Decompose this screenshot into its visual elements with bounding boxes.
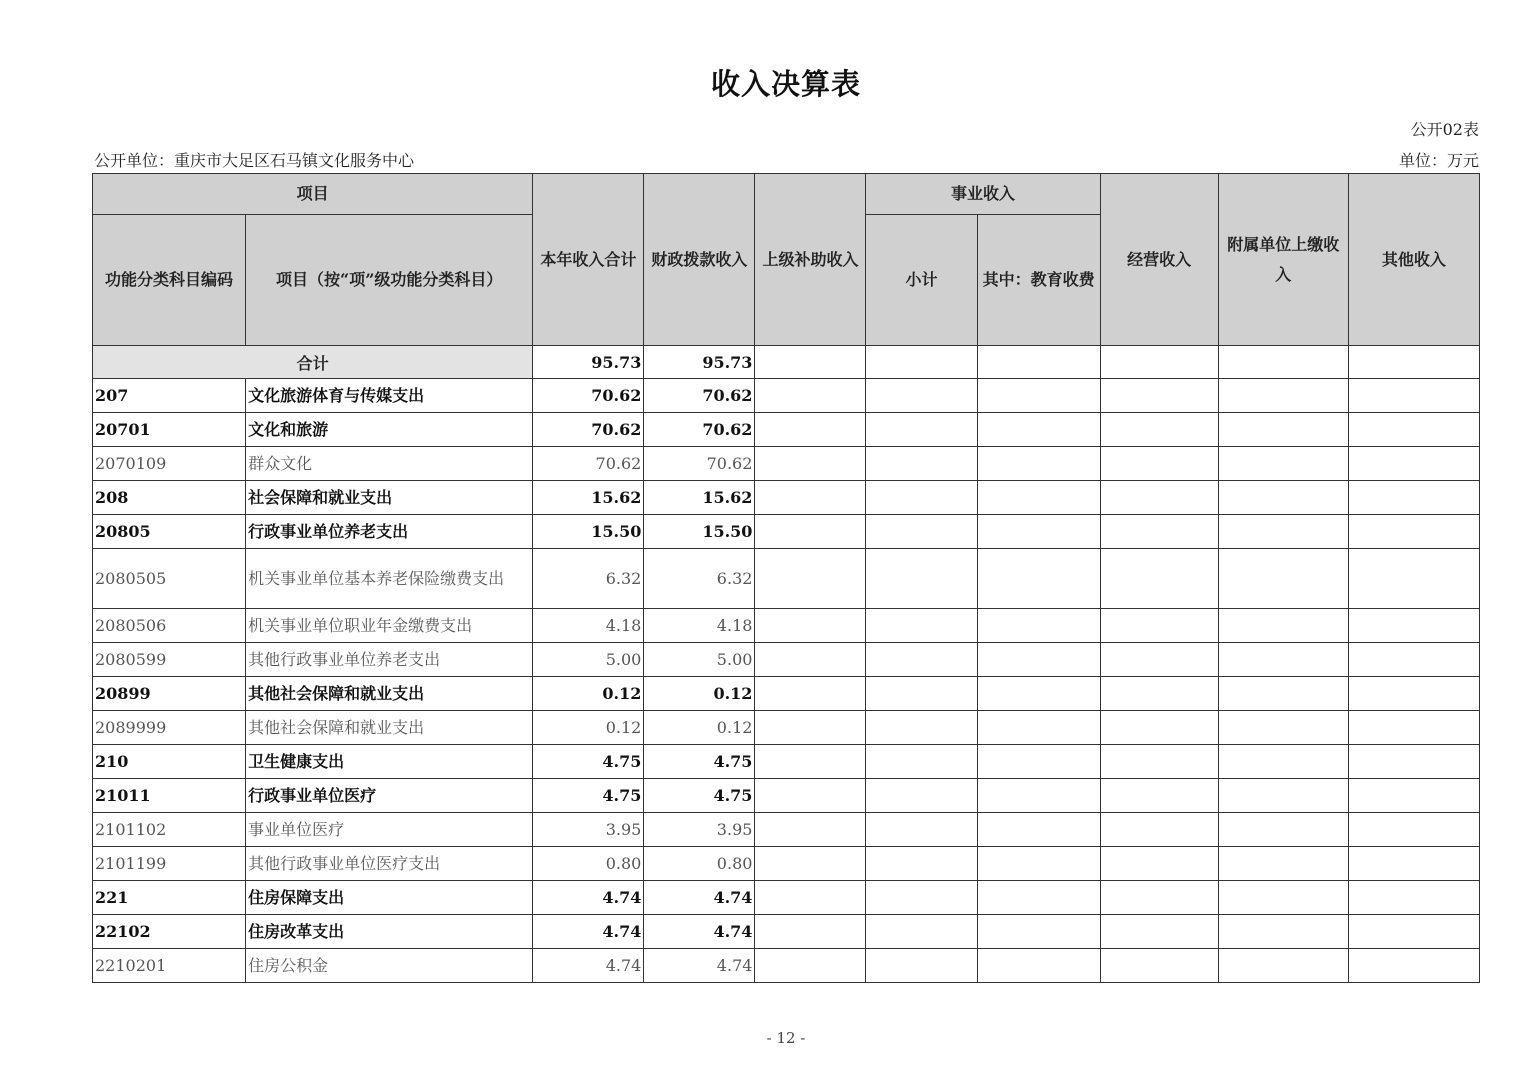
empty-cell <box>1100 609 1218 643</box>
empty-cell <box>755 413 866 447</box>
empty-cell <box>977 481 1100 515</box>
empty-cell <box>1348 677 1479 711</box>
empty-cell <box>1100 481 1218 515</box>
empty-cell <box>866 847 977 881</box>
row-total: 15.50 <box>533 515 644 549</box>
empty-cell <box>755 481 866 515</box>
row-code: 210 <box>93 745 246 779</box>
row-code: 2070109 <box>93 447 246 481</box>
empty-cell <box>1348 346 1479 379</box>
empty-cell <box>1218 711 1348 745</box>
empty-cell <box>866 813 977 847</box>
empty-cell <box>1218 813 1348 847</box>
empty-cell <box>866 447 977 481</box>
empty-cell <box>1348 549 1479 609</box>
empty-cell <box>1348 915 1479 949</box>
row-code: 21011 <box>93 779 246 813</box>
row-name: 机关事业单位基本养老保险缴费支出 <box>246 549 533 609</box>
summary-fiscal: 95.73 <box>644 346 755 379</box>
empty-cell <box>1348 481 1479 515</box>
row-fiscal: 0.12 <box>644 677 755 711</box>
table-row <box>93 447 1480 481</box>
row-fiscal: 6.32 <box>644 549 755 609</box>
row-name: 住房改革支出 <box>246 915 533 949</box>
row-code: 2101102 <box>93 813 246 847</box>
empty-cell <box>755 677 866 711</box>
empty-cell <box>1218 481 1348 515</box>
empty-cell <box>1218 413 1348 447</box>
empty-cell <box>1348 609 1479 643</box>
header-superior: 上级补助收入 <box>755 174 866 346</box>
table-row <box>93 481 1480 515</box>
row-total: 70.62 <box>533 447 644 481</box>
summary-total: 95.73 <box>533 346 644 379</box>
empty-cell <box>755 609 866 643</box>
empty-cell <box>1218 915 1348 949</box>
row-name: 文化和旅游 <box>246 413 533 447</box>
row-total: 4.18 <box>533 609 644 643</box>
row-total: 3.95 <box>533 813 644 847</box>
row-total: 4.75 <box>533 779 644 813</box>
table-row <box>93 949 1480 983</box>
empty-cell <box>755 881 866 915</box>
row-fiscal: 4.74 <box>644 881 755 915</box>
empty-cell <box>1218 779 1348 813</box>
table-row <box>93 779 1480 813</box>
table-row <box>93 711 1480 745</box>
empty-cell <box>1100 515 1218 549</box>
row-code: 20805 <box>93 515 246 549</box>
row-total: 4.74 <box>533 949 644 983</box>
header-name: 项目（按“项”级功能分类科目） <box>246 215 533 346</box>
row-total: 70.62 <box>533 413 644 447</box>
empty-cell <box>866 677 977 711</box>
empty-cell <box>755 745 866 779</box>
reporting-unit: 公开单位：重庆市大足区石马镇文化服务中心 <box>94 151 415 170</box>
empty-cell <box>1348 643 1479 677</box>
empty-cell <box>866 379 977 413</box>
empty-cell <box>866 711 977 745</box>
empty-cell <box>1348 447 1479 481</box>
row-fiscal: 15.62 <box>644 481 755 515</box>
table-row <box>93 515 1480 549</box>
table-number: 公开02表 <box>1410 120 1479 139</box>
empty-cell <box>977 711 1100 745</box>
empty-cell <box>1218 609 1348 643</box>
empty-cell <box>755 711 866 745</box>
header-edu: 其中：教育收费 <box>977 215 1100 346</box>
empty-cell <box>1348 379 1479 413</box>
empty-cell <box>1218 515 1348 549</box>
empty-cell <box>1100 379 1218 413</box>
empty-cell <box>866 346 977 379</box>
empty-cell <box>1100 677 1218 711</box>
empty-cell <box>1100 847 1218 881</box>
empty-cell <box>1100 745 1218 779</box>
empty-cell <box>866 779 977 813</box>
empty-cell <box>977 745 1100 779</box>
row-fiscal: 0.80 <box>644 847 755 881</box>
empty-cell <box>1348 745 1479 779</box>
row-fiscal: 4.18 <box>644 609 755 643</box>
row-code: 221 <box>93 881 246 915</box>
table-row <box>93 915 1480 949</box>
empty-cell <box>755 847 866 881</box>
table-row <box>93 413 1480 447</box>
row-total: 0.12 <box>533 677 644 711</box>
empty-cell <box>977 549 1100 609</box>
empty-cell <box>755 813 866 847</box>
table-row <box>93 813 1480 847</box>
row-total: 70.62 <box>533 379 644 413</box>
table-row <box>93 609 1480 643</box>
empty-cell <box>1348 413 1479 447</box>
empty-cell <box>1218 447 1348 481</box>
empty-cell <box>1218 881 1348 915</box>
header-subtotal: 小计 <box>866 215 977 346</box>
empty-cell <box>977 379 1100 413</box>
row-total: 0.12 <box>533 711 644 745</box>
row-code: 2080505 <box>93 549 246 609</box>
row-total: 4.74 <box>533 881 644 915</box>
empty-cell <box>866 413 977 447</box>
empty-cell <box>1348 881 1479 915</box>
header-total: 本年收入合计 <box>533 174 644 346</box>
empty-cell <box>977 447 1100 481</box>
row-code: 22102 <box>93 915 246 949</box>
empty-cell <box>977 643 1100 677</box>
empty-cell <box>1348 949 1479 983</box>
header-fiscal: 财政拨款收入 <box>644 174 755 346</box>
empty-cell <box>755 949 866 983</box>
row-name: 行政事业单位医疗 <box>246 779 533 813</box>
empty-cell <box>977 413 1100 447</box>
row-code: 2089999 <box>93 711 246 745</box>
header-code: 功能分类科目编码 <box>93 215 246 346</box>
empty-cell <box>866 549 977 609</box>
empty-cell <box>1348 813 1479 847</box>
row-name: 其他社会保障和就业支出 <box>246 711 533 745</box>
row-code: 2101199 <box>93 847 246 881</box>
row-name: 社会保障和就业支出 <box>246 481 533 515</box>
row-total: 4.74 <box>533 915 644 949</box>
header-project: 项目 <box>93 174 533 215</box>
row-total: 4.75 <box>533 745 644 779</box>
row-name: 行政事业单位养老支出 <box>246 515 533 549</box>
empty-cell <box>1100 346 1218 379</box>
empty-cell <box>866 915 977 949</box>
empty-cell <box>866 745 977 779</box>
empty-cell <box>755 515 866 549</box>
row-code: 208 <box>93 481 246 515</box>
table-row <box>93 847 1480 881</box>
empty-cell <box>1100 915 1218 949</box>
row-fiscal: 15.50 <box>644 515 755 549</box>
table-row <box>93 643 1480 677</box>
row-code: 2210201 <box>93 949 246 983</box>
row-fiscal: 4.74 <box>644 949 755 983</box>
table-row <box>93 549 1480 609</box>
empty-cell <box>977 779 1100 813</box>
row-total: 5.00 <box>533 643 644 677</box>
empty-cell <box>1348 779 1479 813</box>
row-fiscal: 4.74 <box>644 915 755 949</box>
currency-unit: 单位：万元 <box>1398 151 1479 170</box>
empty-cell <box>1100 549 1218 609</box>
empty-cell <box>1100 949 1218 983</box>
empty-cell <box>866 481 977 515</box>
row-name: 住房保障支出 <box>246 881 533 915</box>
empty-cell <box>977 915 1100 949</box>
empty-cell <box>866 515 977 549</box>
row-fiscal: 70.62 <box>644 379 755 413</box>
empty-cell <box>977 346 1100 379</box>
income-table <box>92 173 1480 983</box>
table-row <box>93 677 1480 711</box>
empty-cell <box>1218 346 1348 379</box>
header-business: 经营收入 <box>1100 174 1218 346</box>
empty-cell <box>977 847 1100 881</box>
row-name: 其他行政事业单位养老支出 <box>246 643 533 677</box>
table-row <box>93 379 1480 413</box>
empty-cell <box>755 447 866 481</box>
row-fiscal: 3.95 <box>644 813 755 847</box>
row-total: 0.80 <box>533 847 644 881</box>
empty-cell <box>866 609 977 643</box>
empty-cell <box>977 609 1100 643</box>
header-affiliated: 附属单位上缴收入 <box>1218 174 1348 346</box>
row-name: 其他行政事业单位医疗支出 <box>246 847 533 881</box>
row-name: 住房公积金 <box>246 949 533 983</box>
empty-cell <box>1218 677 1348 711</box>
row-name: 机关事业单位职业年金缴费支出 <box>246 609 533 643</box>
empty-cell <box>1218 847 1348 881</box>
row-fiscal: 4.75 <box>644 745 755 779</box>
table-row <box>93 745 1480 779</box>
row-code: 2080599 <box>93 643 246 677</box>
row-fiscal: 4.75 <box>644 779 755 813</box>
empty-cell <box>1348 847 1479 881</box>
empty-cell <box>755 915 866 949</box>
row-fiscal: 70.62 <box>644 447 755 481</box>
empty-cell <box>1100 413 1218 447</box>
header-other: 其他收入 <box>1348 174 1479 346</box>
empty-cell <box>1100 881 1218 915</box>
empty-cell <box>1218 745 1348 779</box>
empty-cell <box>977 515 1100 549</box>
row-code: 2080506 <box>93 609 246 643</box>
row-code: 207 <box>93 379 246 413</box>
summary-label: 合计 <box>93 346 533 379</box>
empty-cell <box>1100 711 1218 745</box>
page-number: - 12 - <box>766 1029 806 1047</box>
empty-cell <box>755 643 866 677</box>
empty-cell <box>1218 549 1348 609</box>
row-code: 20899 <box>93 677 246 711</box>
row-name: 卫生健康支出 <box>246 745 533 779</box>
page-title: 收入决算表 <box>710 67 861 101</box>
table-row <box>93 881 1480 915</box>
empty-cell <box>755 379 866 413</box>
empty-cell <box>1348 711 1479 745</box>
empty-cell <box>1348 515 1479 549</box>
empty-cell <box>1100 813 1218 847</box>
empty-cell <box>1218 379 1348 413</box>
empty-cell <box>1100 779 1218 813</box>
empty-cell <box>1218 643 1348 677</box>
header-career: 事业收入 <box>866 174 1100 215</box>
row-name: 文化旅游体育与传媒支出 <box>246 379 533 413</box>
empty-cell <box>977 677 1100 711</box>
empty-cell <box>866 881 977 915</box>
empty-cell <box>866 949 977 983</box>
row-fiscal: 70.62 <box>644 413 755 447</box>
empty-cell <box>977 949 1100 983</box>
row-name: 其他社会保障和就业支出 <box>246 677 533 711</box>
empty-cell <box>1100 447 1218 481</box>
row-total: 6.32 <box>533 549 644 609</box>
empty-cell <box>755 549 866 609</box>
row-fiscal: 0.12 <box>644 711 755 745</box>
empty-cell <box>1218 949 1348 983</box>
empty-cell <box>977 813 1100 847</box>
empty-cell <box>866 643 977 677</box>
row-fiscal: 5.00 <box>644 643 755 677</box>
row-code: 20701 <box>93 413 246 447</box>
empty-cell <box>977 881 1100 915</box>
empty-cell <box>1100 643 1218 677</box>
row-total: 15.62 <box>533 481 644 515</box>
row-name: 事业单位医疗 <box>246 813 533 847</box>
row-name: 群众文化 <box>246 447 533 481</box>
empty-cell <box>755 779 866 813</box>
empty-cell <box>755 346 866 379</box>
